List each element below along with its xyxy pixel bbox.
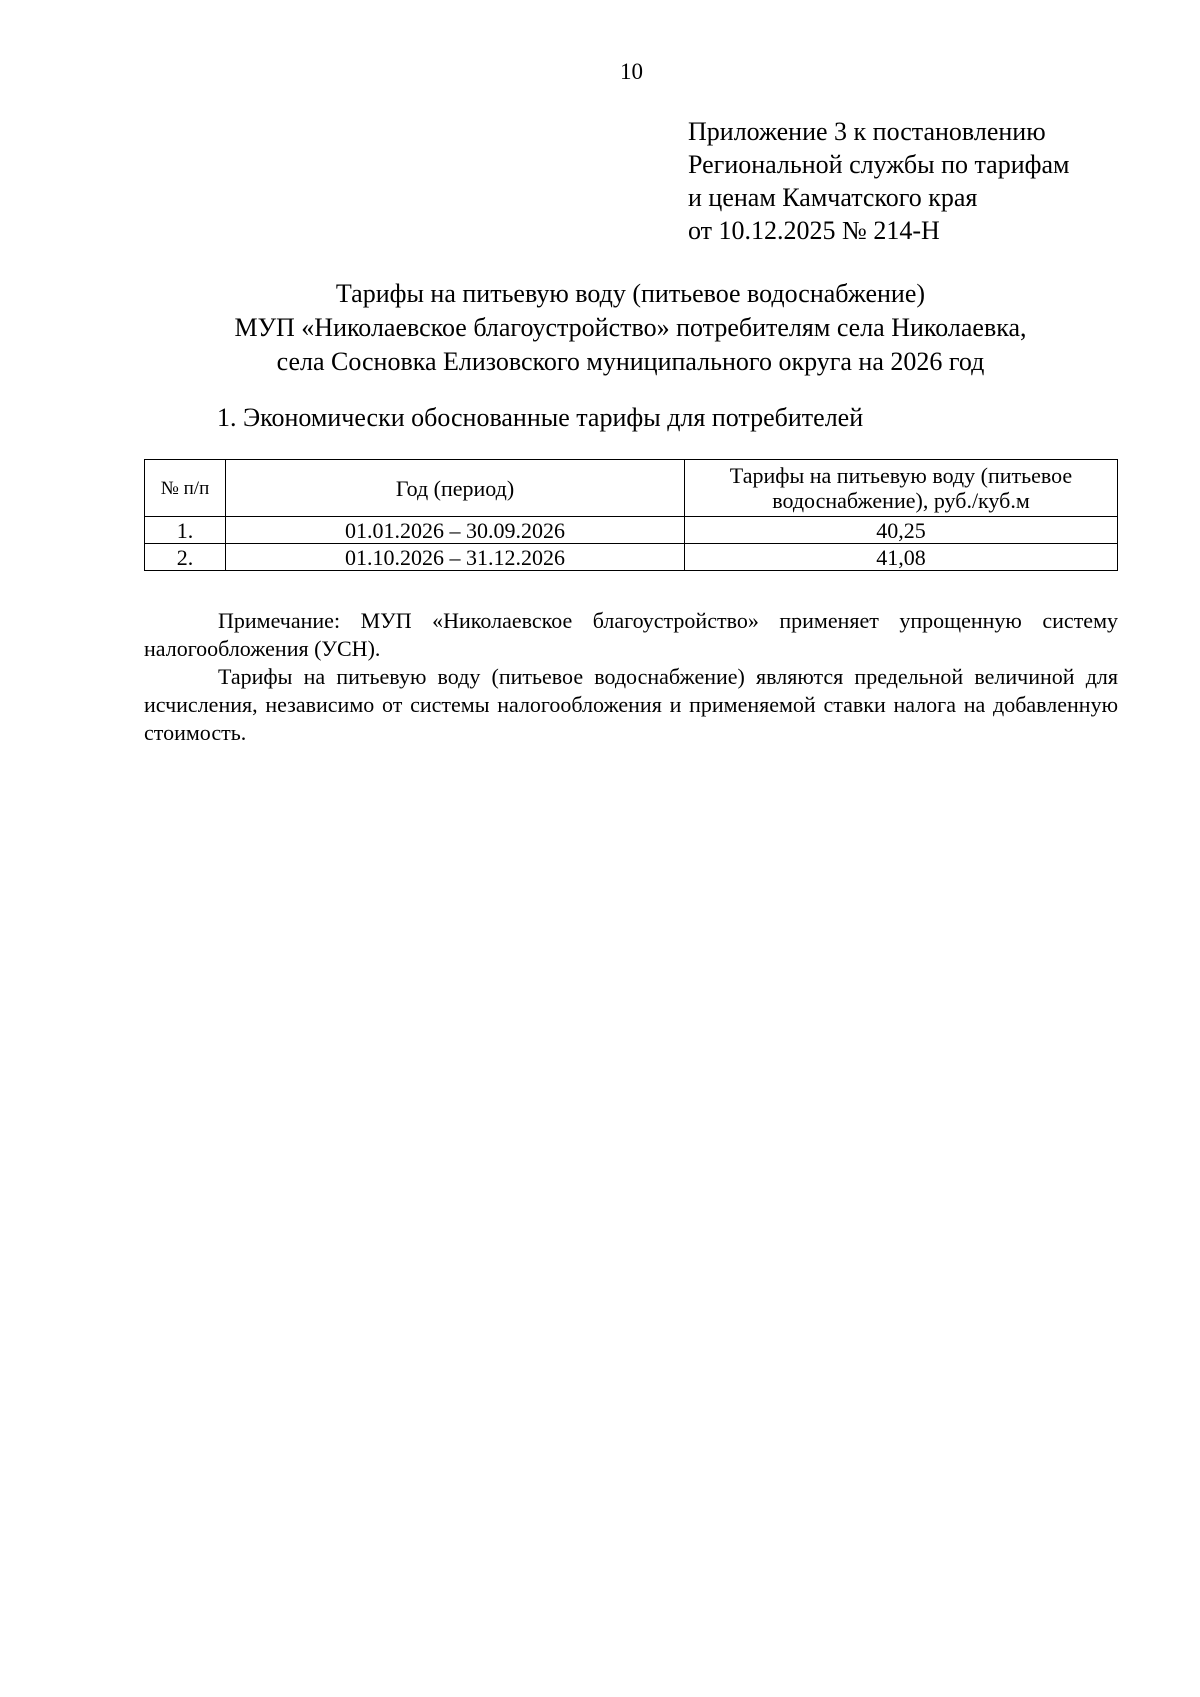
title-line: МУП «Николаевское благоустройство» потребителям села Николаевка, (234, 313, 1027, 342)
cell-period: 01.01.2026 – 30.09.2026 (226, 517, 685, 544)
section-heading: 1. Экономически обоснованные тарифы для потребителей (217, 403, 864, 432)
appendix-line: Региональной службы по тарифам (688, 150, 1070, 179)
title-line: села Сосновка Елизовского муниципального округа на 2026 год (276, 347, 985, 376)
header-num: № п/п (145, 460, 226, 517)
cell-tariff: 41,08 (685, 544, 1118, 571)
table-row (145, 544, 1118, 571)
header-tariff-line: Тарифы на питьевую воду (питьевое (729, 463, 1073, 488)
cell-num: 1. (145, 517, 226, 544)
header-tariff (685, 460, 1118, 517)
title-line: Тарифы на питьевую воду (питьевое водоснабжение) (335, 279, 926, 308)
table-header-row (145, 460, 1118, 517)
table-row (145, 517, 1118, 544)
tariff-table (144, 459, 1118, 571)
note-paragraph: Примечание: МУП «Николаевское благоустройство» применяет упрощенную систему налогообложения (УСН). (144, 608, 1118, 661)
appendix-reference (688, 115, 1069, 247)
appendix-line: Приложение 3 к постановлению (688, 117, 1046, 146)
appendix-line: от 10.12.2025 № 214-Н (688, 216, 940, 245)
header-tariff-line: водоснабжение), руб./куб.м (772, 488, 1030, 513)
note-paragraph: Тарифы на питьевую воду (питьевое водоснабжение) являются предельной величиной для исчисления, независимо от системы налогообложения и применяемой ставки налога на добавленную стоимость. (144, 664, 1118, 745)
header-period: Год (период) (226, 460, 685, 517)
document-title (143, 277, 1118, 379)
cell-tariff: 40,25 (685, 517, 1118, 544)
cell-period: 01.10.2026 – 31.12.2026 (226, 544, 685, 571)
page-number: 10 (620, 59, 643, 84)
appendix-line: и ценам Камчатского края (688, 183, 978, 212)
notes (144, 607, 1118, 747)
cell-num: 2. (145, 544, 226, 571)
